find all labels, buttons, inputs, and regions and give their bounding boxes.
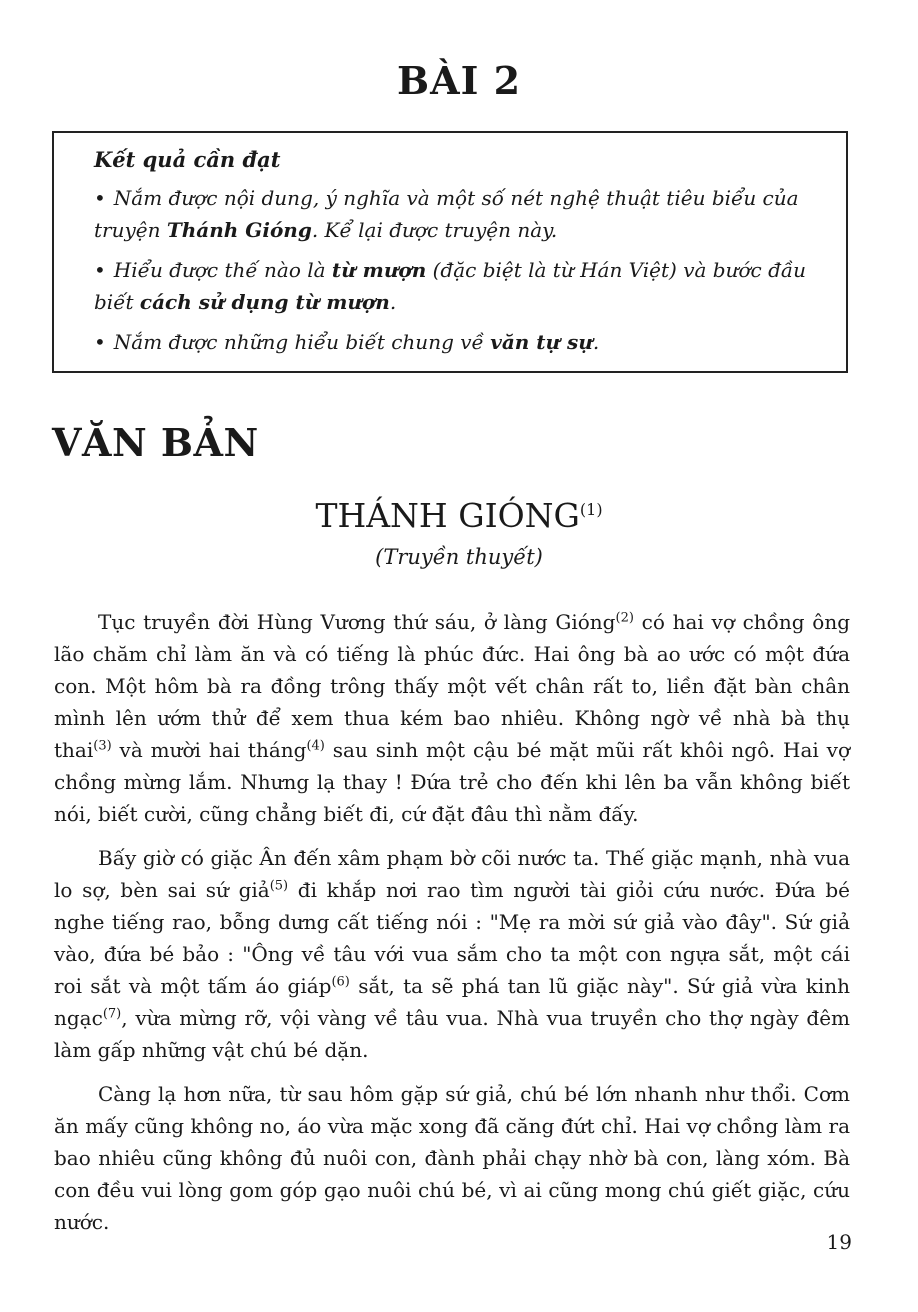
footnote-ref: (4)	[306, 738, 325, 754]
lesson-title: BÀI 2	[396, 58, 522, 103]
bullet-icon: •	[94, 186, 106, 210]
objective-keyword: cách sử dụng từ mượn	[139, 290, 390, 314]
bullet-icon: •	[94, 330, 106, 354]
paragraph: Càng lạ hơn nữa, từ sau hôm gặp sứ giả, chú bé lớn nhanh như thổi. Cơm ăn mấy cũng không no, áo vừa mặc xong đã căng đứt chỉ. Hai vợ chồng làm ra bao nhiêu cũng không đủ nuôi con, đành phải chạy nhờ bà con, làng xóm. Bà con đều vui lòng gom góp gạo nuôi chú bé, vì ai cũng mong chú giết giặc, cứu nước.	[54, 1082, 850, 1234]
page-number: 19	[826, 1230, 852, 1254]
paragraph-text: , vừa mừng rỡ, vội vàng về tâu vua. Nhà vua truyền cho thợ ngày đêm làm gấp những vật chú bé dặn.	[54, 1006, 850, 1062]
footnote-ref: (2)	[615, 610, 634, 626]
objective-item	[94, 254, 816, 318]
footnote-ref: (5)	[269, 878, 289, 894]
objectives-heading: Kết quả cần đạt	[94, 147, 281, 172]
objective-text: (đặc biệt là từ Hán Việt) và bước đầu biết	[94, 258, 807, 314]
objective-item	[94, 182, 816, 246]
footnote-ref: (6)	[331, 974, 350, 990]
paragraph-text: và mười hai tháng	[111, 738, 307, 762]
objective-text: . Kể lại được truyện này.	[311, 218, 558, 242]
objective-text: Hiểu được thế nào là	[113, 258, 332, 282]
story-genre: (Truyền thuyết)	[375, 545, 543, 569]
paragraph-text: đi khắp nơi rao tìm người tài giỏi cứu nước. Đứa bé nghe tiếng rao, bỗng dưng cất tiếng nói : "Mẹ ra mời sứ giả vào đây". Sứ giả vào, đứa bé bảo : "Ông về tâu với vua sắm cho ta một con ngựa sắt, một cái roi sắt và một tấm áo giáp	[54, 878, 850, 998]
section-heading: VĂN BẢN	[52, 420, 259, 465]
paragraph-text: sắt, ta sẽ phá tan lũ giặc này". Sứ giả vừa kinh ngạc	[54, 974, 850, 1030]
paragraph-text: Bấy giờ có giặc Ân đến xâm phạm bờ cõi nước ta. Thế giặc mạnh, nhà vua lo sợ, bèn sai sứ giả	[54, 846, 850, 902]
paragraph-text: có hai vợ chồng ông lão chăm chỉ làm ăn và có tiếng là phúc đức. Hai ông bà ao ước có một đứa con. Một hôm bà ra đồng trông thấy một vết chân rất to, liền đặt bàn chân mình lên ướm thử để xem thua kém bao nhiêu. Không ngờ về nhà bà thụ thai	[54, 610, 851, 762]
paragraph-text: sau sinh một cậu bé mặt mũi rất khôi ngô. Hai vợ chồng mừng lắm. Nhưng lạ thay ! Đứa trẻ cho đến khi lên ba vẫn không biết nói, biết cười, cũng chẳng biết đi, cứ đặt đâu thì nằm đấy.	[54, 738, 850, 826]
story-body	[54, 606, 850, 1250]
objective-text: .	[592, 330, 600, 354]
objective-keyword: Thánh Gióng	[166, 218, 312, 242]
objective-keyword: từ mượn	[331, 258, 427, 282]
objective-text: .	[389, 290, 397, 314]
footnote-ref: (7)	[102, 1006, 122, 1022]
footnote-ref: (3)	[93, 738, 112, 754]
objective-keyword: văn tự sự	[490, 330, 593, 354]
objective-text: Nắm được những hiểu biết chung về	[113, 330, 491, 354]
objective-text: Nắm được nội dung, ý nghĩa và một số nét nghệ thuật tiêu biểu của truyện	[94, 186, 799, 242]
objectives-box	[52, 131, 848, 373]
paragraph	[54, 842, 850, 1066]
story-title-text: THÁNH GIÓNG	[315, 496, 580, 535]
paragraph-text: Tục truyền đời Hùng Vương thứ sáu, ở làng Gióng	[98, 610, 616, 634]
objective-item	[94, 326, 816, 358]
bullet-icon: •	[94, 258, 106, 282]
paragraph	[54, 606, 850, 830]
story-title	[0, 496, 918, 535]
footnote-ref: (1)	[579, 500, 603, 519]
